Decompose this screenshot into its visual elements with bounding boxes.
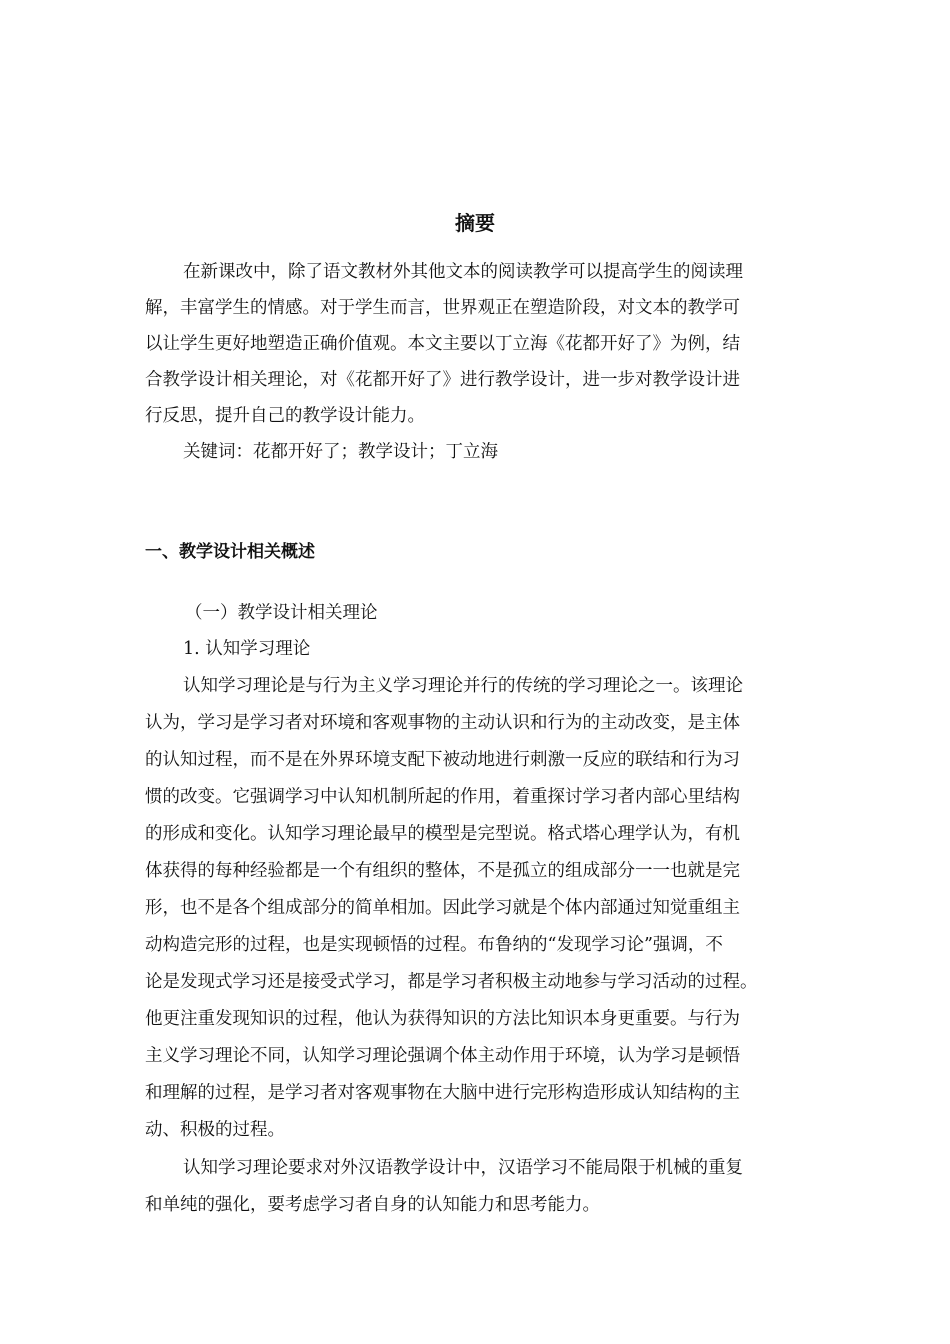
paragraph-line: 形，也不是各个组成部分的简单相加。因此学习就是个体内部通过知觉重组主 [145,898,740,918]
paragraph-line: 认知学习理论要求对外汉语教学设计中，汉语学习不能局限于机械的重复 [183,1158,743,1178]
paragraph-line: 论是发现式学习还是接受式学习，都是学习者积极主动地参与学习活动的过程。 [145,972,758,992]
abstract-line: 在新课改中，除了语文教材外其他文本的阅读教学可以提高学生的阅读理 [183,262,743,282]
abstract-line: 合教学设计相关理论，对《花都开好了》进行教学设计，进一步对教学设计进 [145,370,740,390]
abstract-title: 摘要 [455,211,495,235]
item-title: 1. 认知学习理论 [183,639,311,659]
paragraph-line: 他更注重发现知识的过程，他认为获得知识的方法比知识本身更重要。与行为 [145,1009,740,1029]
paragraph-line: 认为，学习是学习者对环境和客观事物的主动认识和行为的主动改变，是主体 [145,713,740,733]
keywords-line: 关键词：花都开好了；教学设计；丁立海 [183,442,498,462]
subsection-heading: （一）教学设计相关理论 [185,603,378,623]
paragraph-line: 体获得的每种经验都是一个有组织的整体，不是孤立的组成部分一一也就是完 [145,861,740,881]
abstract-line: 解，丰富学生的情感。对于学生而言，世界观正在塑造阶段，对文本的教学可 [145,298,740,318]
abstract-line: 行反思，提升自己的教学设计能力。 [145,406,425,426]
section-heading: 一、教学设计相关概述 [145,542,315,562]
paragraph-line: 惯的改变。它强调学习中认知机制所起的作用，着重探讨学习者内部心里结构 [145,787,740,807]
paragraph-line: 的认知过程，而不是在外界环境支配下被动地进行刺激一反应的联结和行为习 [145,750,740,770]
paragraph-line: 的形成和变化。认知学习理论最早的模型是完型说。格式塔心理学认为，有机 [145,824,740,844]
abstract-line: 以让学生更好地塑造正确价值观。本文主要以丁立海《花都开好了》为例，结 [145,334,740,354]
paragraph-line: 和理解的过程，是学习者对客观事物在大脑中进行完形构造形成认知结构的主 [145,1083,740,1103]
paragraph-line: 动构造完形的过程，也是实现顿悟的过程。布鲁纳的“发现学习论”强调，不 [145,935,723,955]
paragraph-line: 和单纯的强化，要考虑学习者自身的认知能力和思考能力。 [145,1195,600,1215]
paragraph-line: 认知学习理论是与行为主义学习理论并行的传统的学习理论之一。该理论 [183,676,743,696]
paragraph-line: 动、积极的过程。 [145,1120,285,1140]
paragraph-line: 主义学习理论不同，认知学习理论强调个体主动作用于环境，认为学习是顿悟 [145,1046,740,1066]
